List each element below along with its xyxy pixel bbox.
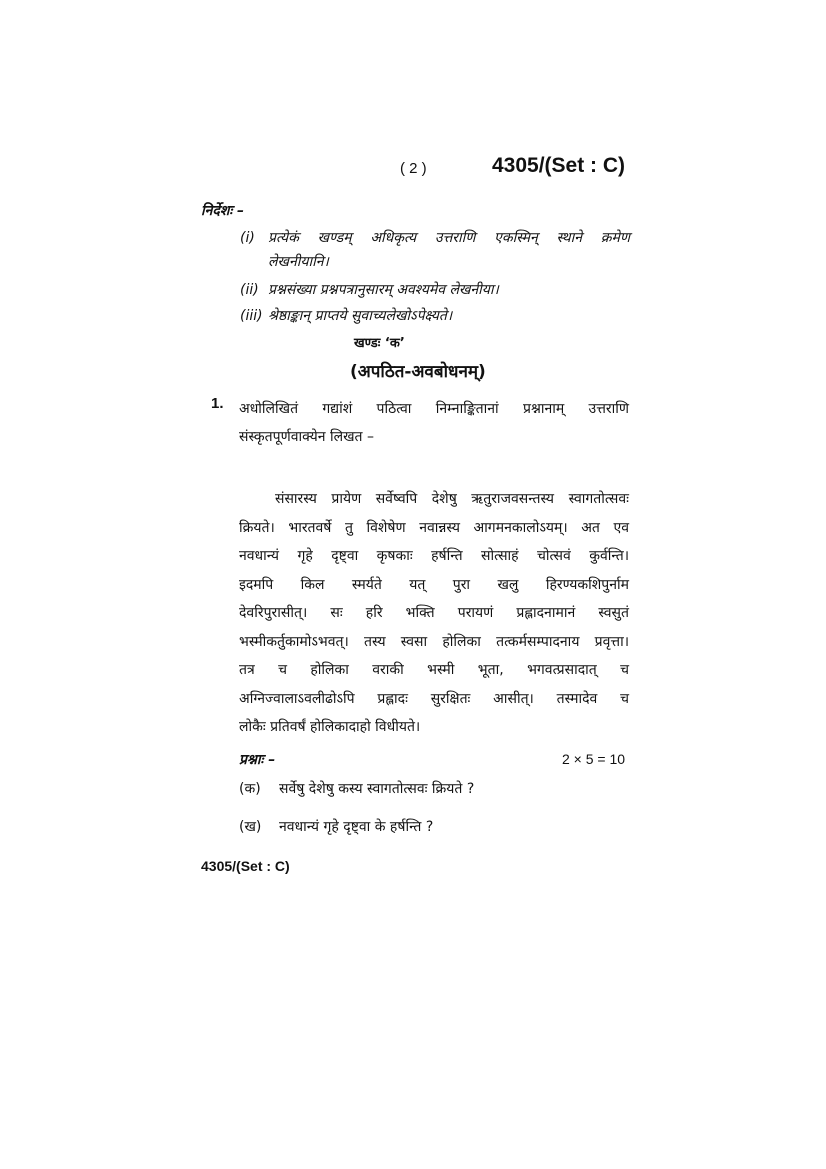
passage-line: संसारस्य प्रायेण सर्वेष्वपि देशेषु ऋतुराजवसन्तस्य स्वागतोत्सवः	[275, 491, 629, 507]
passage-line: क्रियते। भारतवर्षे तु विशेषेण नवान्नस्य आगमनकालोऽयम्। अत एव	[239, 519, 629, 536]
passage-line: लोकैः प्रतिवर्षं होलिकादाहो विधीयते।	[239, 719, 421, 735]
section-title: खण्डः ‘क’	[354, 336, 405, 351]
passage-line: अग्निज्वालाऽवलीढोऽपि प्रह्लादः सुरक्षितः आसीत्। तस्मादेव च	[239, 690, 629, 707]
sub-question-text: सर्वेषु देशेषु कस्य स्वागतोत्सवः क्रियते ?	[279, 781, 475, 797]
instruction-text: प्रश्नसंख्या प्रश्नपत्रानुसारम् अवश्यमेव लेखनीया।	[268, 282, 499, 298]
passage	[239, 485, 629, 742]
instructions-heading: निर्देशः –	[201, 203, 245, 219]
instruction-text: श्रेष्ठाङ्कान् प्राप्तये सुवाच्यलेखोऽपेक्ष्यते।	[268, 308, 453, 324]
instruction-item-2	[240, 278, 499, 302]
instruction-item-3	[240, 304, 452, 328]
question-prompt-line: संस्कृतपूर्णवाक्येन लिखत –	[239, 429, 374, 445]
passage-line: तत्र च होलिका वराकी भस्मी भूता, भगवत्प्रसादात् च	[239, 662, 629, 678]
sub-question-label: (क)	[239, 781, 261, 797]
instruction-number: (iii)	[240, 308, 263, 324]
question-prompt	[239, 395, 629, 451]
instruction-text: प्रत्येकं खण्डम् अधिकृत्य उत्तराणि एकस्मिन् स्थाने क्रमेण	[268, 230, 630, 246]
sub-question	[239, 817, 433, 836]
paper-code-footer: 4305/(Set : C)	[201, 858, 290, 874]
passage-line: भस्मीकर्तुकामोऽभवत्। तस्य स्वसा होलिका तत्कर्मसम्पादनाय प्रवृत्ता।	[239, 633, 629, 650]
instruction-number: (i)	[240, 230, 255, 246]
questions-heading: प्रश्नाः –	[239, 752, 276, 768]
sub-question	[239, 779, 474, 798]
question-number: 1.	[211, 395, 224, 412]
instruction-item-1	[240, 226, 630, 250]
question-prompt-line: अधोलिखितं गद्यांशं पठित्वा निम्नाङ्कितानां प्रश्नानाम् उत्तराणि	[239, 401, 629, 417]
paper-code-header: 4305/(Set : C)	[492, 154, 626, 177]
page-number: ( 2 )	[400, 160, 427, 177]
passage-line: देवरिपुरासीत्। सः हरि भक्ति परायणं प्रह्लादनामानं स्वसुतं	[239, 605, 629, 621]
sub-question-label: (ख)	[239, 819, 262, 835]
sub-question-text: नवधान्यं गृहे दृष्ट्वा के हर्षन्ति ?	[279, 819, 434, 835]
passage-line: इदमपि किल स्मर्यते यत् पुरा खलु हिरण्यकशिपुर्नाम	[239, 576, 629, 593]
passage-line: नवधान्यं गृहे दृष्ट्वा कृषकाः हर्षन्ति सोत्साहं चोत्सवं कुर्वन्ति।	[239, 548, 629, 564]
instruction-item-1-continued: लेखनीयानि।	[268, 254, 329, 270]
instruction-number: (ii)	[240, 282, 259, 298]
section-subtitle: (अपठित-अवबोधनम्)	[350, 362, 486, 382]
marks-allocation: 2 × 5 = 10	[562, 751, 626, 767]
